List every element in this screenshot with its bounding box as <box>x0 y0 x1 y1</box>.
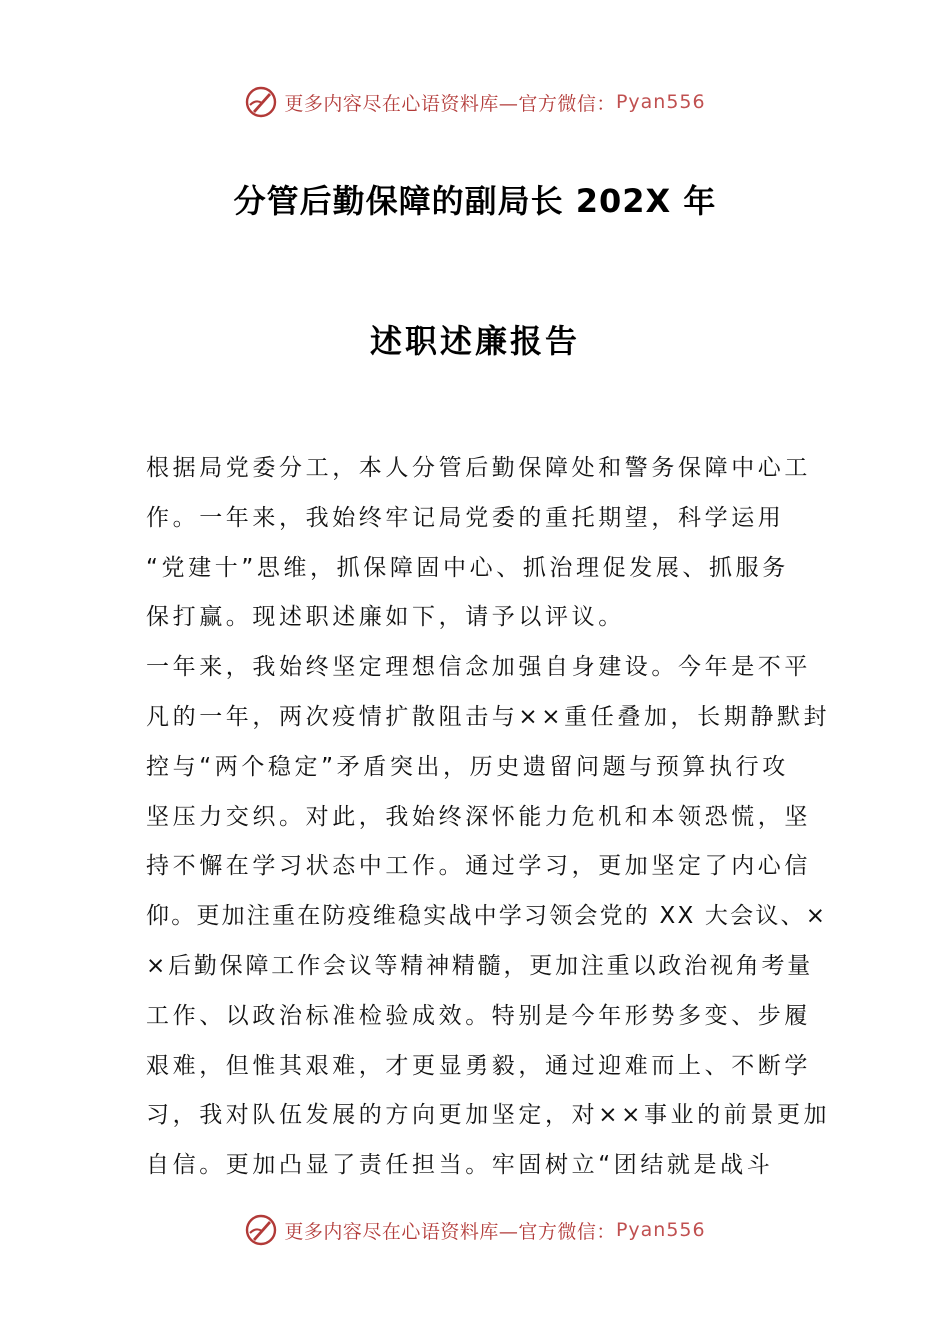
body-line: 凡的一年，两次疫情扩散阻击与××重任叠加，长期静默封 <box>146 703 831 730</box>
body-line: 控与“两个稳定”矛盾突出，历史遗留问题与预算执行攻 <box>146 753 789 780</box>
body-line: 自信。更加凸显了责任担当。牢固树立“团结就是战斗 <box>146 1152 774 1179</box>
header-watermark <box>0 82 950 122</box>
body-line: 作。一年来，我始终牢记局党委的重托期望，科学运用 <box>146 504 785 531</box>
quill-logo-icon <box>244 85 278 119</box>
watermark-slogan: 更多内容尽在心语资料库— <box>284 92 519 115</box>
body-line: 坚压力交织。对此，我始终深怀能力危机和本领恐慌，坚 <box>146 803 811 830</box>
watermark-wechat-prefix: 官方微信： <box>518 92 616 115</box>
body-line: 根据局党委分工，本人分管后勤保障处和警务保障中心工 <box>146 455 811 481</box>
report-body <box>146 444 831 1191</box>
watermark-slogan: 更多内容尽在心语资料库— <box>284 1220 519 1243</box>
document-title-line-2: 述职述廉报告 <box>369 322 580 360</box>
document-title-line-1: 分管后勤保障的副局长 202X 年 <box>233 182 717 220</box>
body-line: 工作、以政治标准检验成效。特别是今年形势多变、步履 <box>146 1002 811 1029</box>
body-line: 保打赢。现述职述廉如下，请予以评议。 <box>146 604 625 631</box>
body-line: “党建十”思维，抓保障固中心、抓治理促发展、抓服务 <box>146 554 789 581</box>
watermark-wechat-id: Pyan556 <box>615 1219 706 1241</box>
body-line: 持不懈在学习状态中工作。通过学习，更加坚定了内心信 <box>146 853 811 880</box>
body-line: 仰。更加注重在防疫维稳实战中学习领会党的 XX 大会议、× <box>146 903 828 930</box>
body-line: 习，我对队伍发展的方向更加坚定，对××事业的前景更加 <box>146 1102 831 1129</box>
watermark-wechat-prefix: 官方微信： <box>518 1220 616 1243</box>
footer-watermark <box>0 1210 950 1250</box>
watermark-wechat-id: Pyan556 <box>615 91 706 113</box>
quill-logo-icon <box>244 1213 278 1247</box>
body-line: 艰难，但惟其艰难，才更显勇毅，通过迎难而上、不断学 <box>146 1052 811 1079</box>
body-line: 一年来，我始终坚定理想信念加强自身建设。今年是不平 <box>146 654 811 681</box>
body-line: ×后勤保障工作会议等精神精髓，更加注重以政治视角考量 <box>146 952 814 979</box>
